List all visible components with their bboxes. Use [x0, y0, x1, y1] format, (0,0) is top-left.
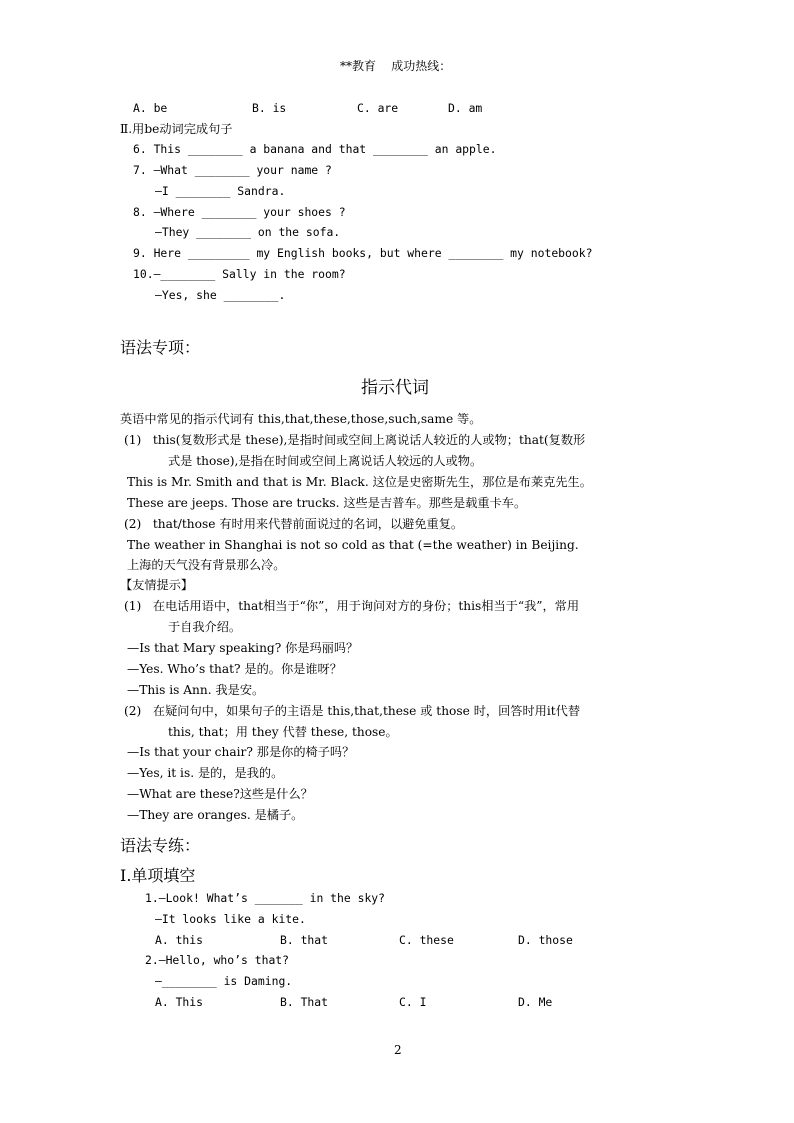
paragraph-line: (1) 在电话用语中，that相当于“你”，用于询问对方的身份；this相当于“我”，常用: [124, 599, 580, 613]
option-a: A. This: [155, 995, 204, 1009]
option-b: B. that: [280, 933, 329, 947]
question-line: 9. Here _________ my English books, but where ________ my notebook?: [133, 246, 593, 260]
example-line: —Is that your chair? 那是你的椅子吗？: [127, 745, 355, 759]
example-line: —Is that Mary speaking? 你是玛丽吗？: [127, 641, 359, 655]
paragraph-line: this, that；用 they 代替 these, those。: [168, 725, 398, 739]
paragraph-line: (2) that/those 有时用来代替前面说过的名词，以避免重复。: [124, 517, 464, 531]
option-c: C. these: [399, 933, 454, 947]
question-line: —Yes, she ________.: [155, 288, 286, 302]
option-c: C. are: [357, 101, 399, 115]
practice-subheading: Ⅰ.单项填空: [120, 866, 196, 885]
question-line: —It looks like a kite.: [155, 912, 306, 926]
page-header: **教育 成功热线：: [340, 59, 452, 73]
option-a: A. be: [133, 101, 168, 115]
option-a: A. this: [155, 933, 204, 947]
practice-heading: 语法专练：: [120, 836, 201, 855]
question-line: —They ________ on the sofa.: [155, 225, 341, 239]
section-heading: Ⅱ.用be动词完成句子: [120, 122, 233, 136]
example-line: —Yes, it is. 是的，是我的。: [127, 766, 284, 780]
page-number: 2: [394, 1043, 402, 1057]
example-line: The weather in Shanghai is not so cold as that (=the weather) in Beijing.: [127, 538, 579, 552]
question-line: 7. —What ________ your name ?: [133, 163, 332, 177]
example-line: This is Mr. Smith and that is Mr. Black. 这位是史密斯先生，那位是布莱克先生。: [127, 475, 592, 489]
grammar-heading: 语法专项：: [120, 338, 201, 357]
paragraph-line: (1) this(复数形式是 these),是指时间或空间上离说话人较近的人或物；that(复数形: [124, 433, 586, 447]
option-c: C. I: [399, 995, 427, 1009]
question-line: 10.—________ Sally in the room?: [133, 267, 346, 281]
intro-text: 英语中常见的指示代词有 this,that,these,those,such,same 等。: [120, 412, 482, 426]
question-line: 1.—Look! What’s _______ in the sky?: [145, 891, 386, 905]
option-d: D. am: [448, 101, 483, 115]
example-line: 上海的天气没有背景那么冷。: [127, 558, 286, 572]
paragraph-line: 式是 those),是指在时间或空间上离说话人较远的人或物。: [168, 454, 483, 468]
question-line: 8. —Where ________ your shoes ?: [133, 205, 346, 219]
example-line: —Yes. Who’s that? 是的。你是谁呀？: [127, 662, 342, 676]
option-d: D. those: [518, 933, 573, 947]
paragraph-line: 于自我介绍。: [168, 620, 242, 634]
option-b: B. is: [252, 101, 287, 115]
paragraph-line: (2) 在疑问句中，如果句子的主语是 this,that,these 或 those 时，回答时用it代替: [124, 704, 581, 718]
tip-heading: 【友情提示】: [120, 578, 194, 592]
question-line: —________ is Daming.: [155, 974, 293, 988]
example-line: —What are these?这些是什么？: [127, 787, 313, 801]
option-d: D. Me: [518, 995, 553, 1009]
question-line: 6. This ________ a banana and that ________ an apple.: [133, 142, 497, 156]
example-line: —This is Ann. 我是安。: [127, 683, 265, 697]
question-line: 2.—Hello, who’s that?: [145, 953, 290, 967]
example-line: —They are oranges. 是橘子。: [127, 808, 304, 822]
option-b: B. That: [280, 995, 329, 1009]
section-title: 指示代词: [361, 378, 429, 398]
example-line: These are jeeps. Those are trucks. 这些是吉普车。那些是载重卡车。: [127, 496, 527, 510]
question-line: —I ________ Sandra.: [155, 184, 286, 198]
